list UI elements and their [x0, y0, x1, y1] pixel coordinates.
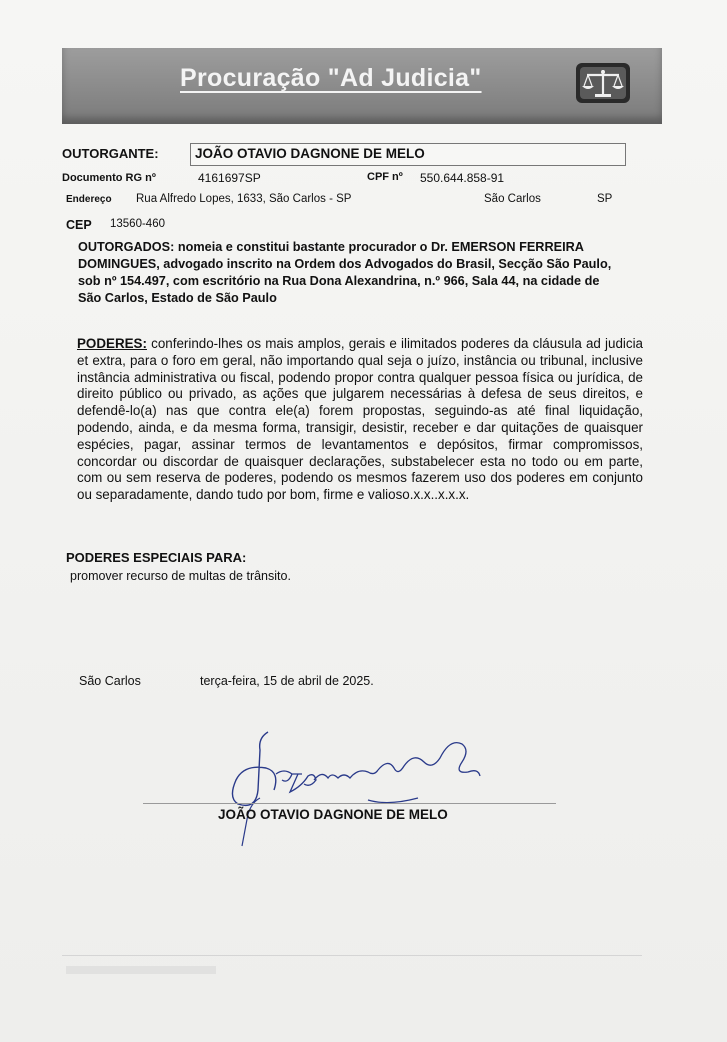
footer-divider [62, 955, 642, 956]
poderes-paragraph [77, 336, 643, 504]
signature-line [143, 803, 556, 804]
outorgante-field [190, 143, 626, 166]
signature-place: São Carlos [79, 674, 141, 688]
rg-label: Documento RG nº [62, 172, 156, 184]
header-banner [62, 48, 662, 124]
endereco-state: SP [597, 193, 613, 205]
poderes-label: PODERES: [77, 336, 147, 351]
handwritten-signature [218, 728, 498, 858]
endereco-city: São Carlos [484, 193, 541, 205]
poderes-text: conferindo-lhes os mais amplos, gerais e ilimitados poderes da cláusula ad judicia et extra, para o foro em geral, não importando qual seja o juízo, instância ou tribunal, inclusive instância administrativa ou fiscal, podendo propor contra qualquer pessoa física ou jurídica, de direito público ou privado, as ações que julgarem necessárias à defesa de seus direitos, e defendê-lo(a) nas que contra ele(a) forem propostas, seguindo-as até final liquidação, podendo, ainda, e da mesma forma, transigir, desistir, receber e dar quitações de quaisquer espécies, pagar, assinar termos de levantamentos e depósitos, firmar compromissos, concordar ou discordar de quaisquer declarações, substabelecer esta no todo ou em parte, com ou sem reserva de poderes, podendo os mesmos fazerem uso dos poderes em conjunto ou separadamente, dando tudo por bom, firme e valioso.x.x..x.x.x. [77, 336, 643, 503]
endereco-value: Rua Alfredo Lopes, 1633, São Carlos - SP [136, 193, 352, 205]
signature-date: terça-feira, 15 de abril de 2025. [200, 674, 374, 688]
rg-value: 4161697SP [198, 171, 261, 185]
outorgante-label: OUTORGANTE: [62, 146, 159, 161]
signatory-name: JOÃO OTAVIO DAGNONE DE MELO [218, 807, 448, 822]
poderes-especiais-label: PODERES ESPECIAIS PARA: [66, 550, 247, 565]
poderes-especiais-text: promover recurso de multas de trânsito. [70, 569, 291, 583]
scales-of-justice-icon [574, 61, 632, 105]
cep-label: CEP [66, 218, 92, 232]
cpf-value: 550.644.858-91 [420, 171, 505, 185]
endereco-label: Endereço [66, 194, 112, 205]
outorgados-paragraph: OUTORGADOS: nomeia e constitui bastante procurador o Dr. EMERSON FERREIRA DOMINGUES, advogado inscrito na Ordem dos Advogados do Brasil, Secção São Paulo, sob nº 154.497, com escritório na Rua Dona Alexandrina, n.º 966, Sala 44, na cidade de São Carlos, Estado de São Paulo [78, 240, 612, 305]
document-title: Procuração "Ad Judicia" [180, 64, 482, 92]
cpf-label: CPF nº [367, 171, 403, 183]
outorgante-name: JOÃO OTAVIO DAGNONE DE MELO [195, 146, 425, 161]
cep-value: 13560-460 [110, 218, 165, 230]
faded-footer-mark [66, 966, 216, 974]
